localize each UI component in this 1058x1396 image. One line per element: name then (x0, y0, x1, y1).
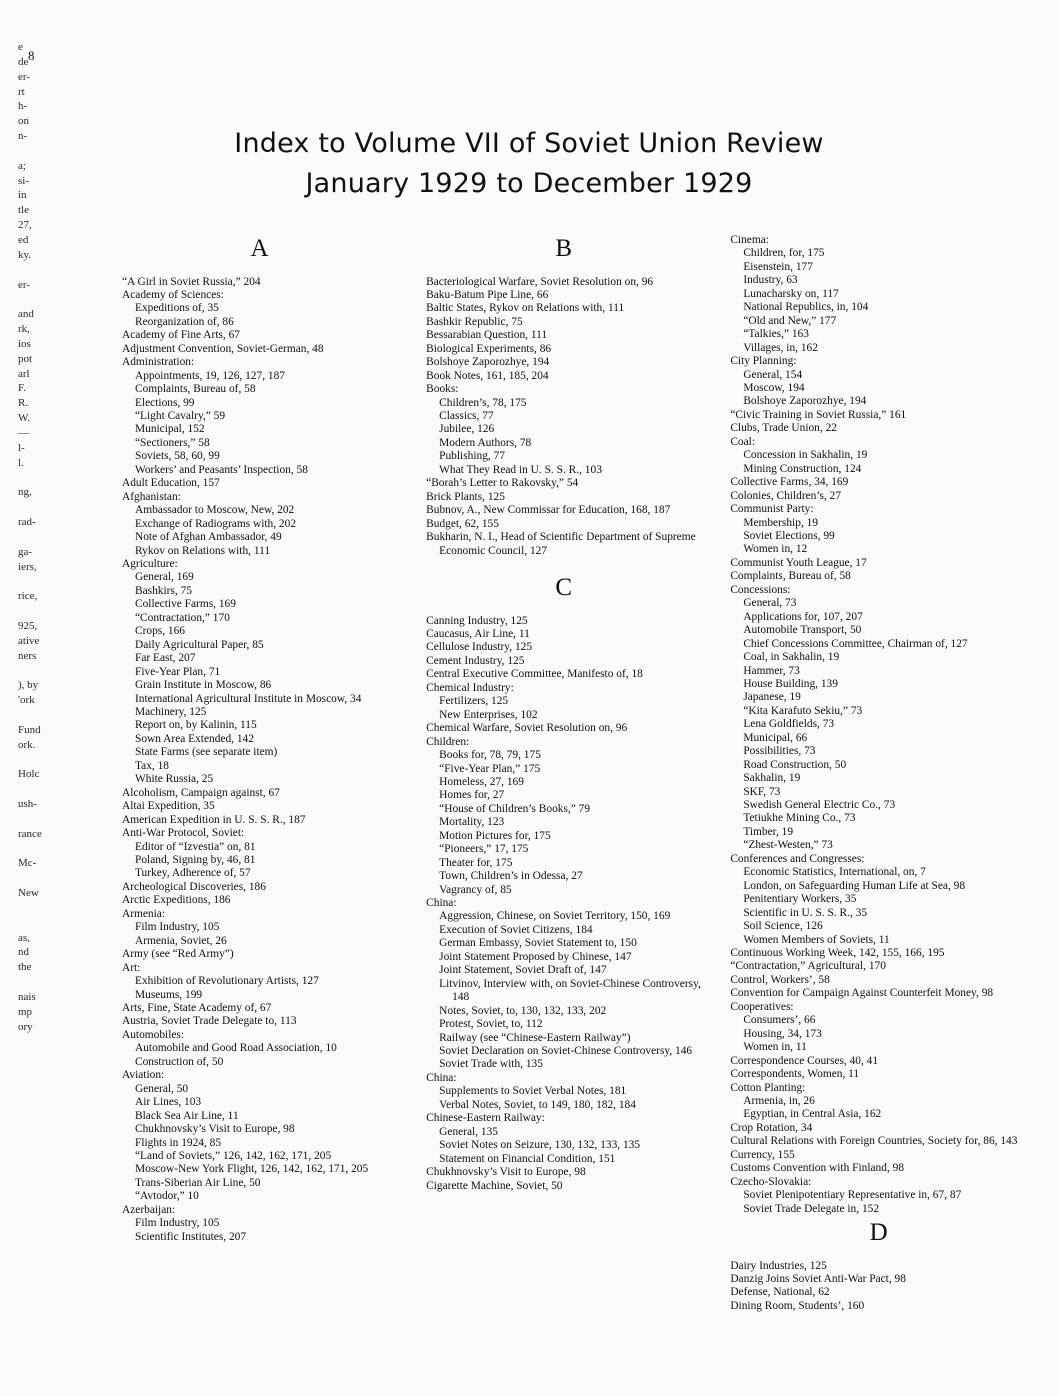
index-entry: International Agricultural Institute in Moscow, 34 (135, 692, 362, 705)
bleed-text-fragment: F. (18, 382, 26, 395)
index-entry: Air Lines, 103 (135, 1096, 202, 1109)
index-entry: Moscow, 194 (743, 381, 805, 394)
bleed-text-fragment: nais (18, 991, 36, 1003)
index-entry: Joint Statement Proposed by Chinese, 147 (439, 950, 632, 963)
index-entry: New Enterprises, 102 (439, 708, 538, 721)
bleed-text-fragment: mp (18, 1005, 33, 1018)
index-entry: Sown Area Extended, 142 (135, 732, 254, 745)
index-entry: China: (426, 1071, 457, 1084)
index-entry: Administration: (122, 356, 195, 369)
index-entry: Homes for, 27 (439, 789, 505, 802)
page-title (0, 128, 1058, 199)
index-entry: China: (426, 897, 457, 910)
index-entry: Municipal, 152 (135, 423, 205, 436)
index-entry: House Building, 139 (743, 677, 838, 690)
index-entry: Possibilities, 73 (743, 745, 816, 758)
index-entry: Academy of Fine Arts, 67 (122, 329, 240, 342)
bleed-text-fragment: ners (18, 649, 37, 662)
index-entry: Crops, 166 (135, 625, 185, 638)
folio-number: 8 (28, 48, 35, 63)
index-entry: Rykov on Relations with, 111 (135, 544, 271, 557)
index-entry: Machinery, 125 (135, 706, 207, 718)
index-entry: Control, Workers’, 58 (730, 973, 830, 986)
section-letter-d: D (869, 1219, 889, 1247)
index-entry: Villages, in, 162 (743, 341, 818, 354)
index-entry: Altai Expedition, 35 (122, 800, 215, 813)
index-entry: Jubilee, 126 (439, 423, 495, 436)
index-entry: Scientific in U. S. S. R., 35 (743, 906, 868, 919)
index-entry: Lunacharsky on, 117 (743, 287, 839, 300)
index-entry: SKF, 73 (743, 785, 781, 798)
index-entry: Egyptian, in Central Asia, 162 (743, 1108, 882, 1121)
bleed-text-fragment: rt (18, 85, 25, 98)
bleed-text-fragment: e (18, 41, 23, 53)
index-entry: Supplements to Soviet Verbal Notes, 181 (439, 1085, 627, 1098)
index-entry: Far East, 207 (135, 652, 196, 665)
index-entry: Book Notes, 161, 185, 204 (426, 369, 549, 382)
index-entry: Collective Farms, 169 (135, 598, 236, 611)
index-entry: Housing, 34, 173 (743, 1027, 822, 1040)
index-entry: Tetiukhe Mining Co., 73 (743, 812, 856, 825)
bleed-text-fragment: R. (18, 397, 29, 410)
index-entry: General, 73 (743, 597, 797, 610)
index-entry: What They Read in U. S. S. R., 103 (439, 463, 602, 476)
index-entry: “Five-Year Plan,” 175 (439, 762, 541, 775)
index-entry: Central Executive Committee, Manifesto of, 18 (426, 668, 643, 681)
index-entry: Timber, 19 (743, 825, 794, 838)
index-entry: Colonies, Children’s, 27 (730, 489, 842, 502)
index-entry: Industry, 63 (743, 274, 798, 287)
bleed-text-fragment: Fund (18, 723, 41, 736)
index-entry: Publishing, 77 (439, 450, 505, 463)
index-entry: Bashkirs, 75 (135, 584, 192, 597)
bleed-text-fragment: ), by (18, 679, 39, 692)
index-entry: Bolshoye Zaporozhye, 194 (426, 356, 550, 369)
index-entry: “A Girl in Soviet Russia,” 204 (122, 275, 261, 288)
index-entry: Agriculture: (122, 558, 178, 571)
bleed-text-fragment: 'ork (18, 694, 35, 707)
entry-list-b (426, 276, 702, 559)
index-entry: Alcoholism, Campaign against, 67 (122, 786, 280, 799)
section-letter-b: B (555, 235, 574, 262)
index-entry: Notes, Soviet, to, 130, 132, 133, 202 (439, 1004, 607, 1017)
bleed-text-fragment (18, 753, 58, 768)
index-entry: Women in, 11 (743, 1041, 807, 1054)
bleed-text-fragment: ga- (18, 545, 33, 558)
bleed-text-fragment (18, 708, 58, 723)
index-entry: Economic Statistics, International, on, 7 (743, 866, 926, 879)
entry-list-d (730, 1260, 1028, 1314)
index-entry: London, on Safeguarding Human Life at Sea, 98 (743, 879, 966, 892)
bleed-text-fragment: as, (18, 931, 30, 944)
index-entry: Czecho-Slovakia: (730, 1175, 812, 1188)
index-entry: Soviet Notes on Seizure, 130, 132, 133, 135 (439, 1139, 641, 1152)
index-entry: Litvinov, Interview with, on Soviet-Chinese Controversy, 148 (439, 977, 701, 1004)
index-entry: Classics, 77 (439, 410, 494, 423)
bleed-text-fragment: in (18, 189, 27, 202)
index-entry: Coal, in Sakhalin, 19 (743, 651, 840, 664)
bleed-text-fragment (18, 574, 58, 589)
index-entry: German Embassy, Soviet Statement to, 150 (439, 937, 637, 950)
index-entry: “Civic Training in Soviet Russia,” 161 (730, 408, 907, 421)
index-entry: Soviet Plenipotentiary Representative in, 67, 87 (743, 1189, 962, 1202)
index-entry: Moscow-New York Flight, 126, 142, 162, 171, 205 (135, 1163, 369, 1176)
index-entry: Arctic Expeditions, 186 (122, 894, 231, 907)
index-entry: Children, for, 175 (743, 247, 825, 260)
index-entry: Bessarabian Question, 111 (426, 329, 548, 342)
index-entry: Film Industry, 105 (135, 1217, 220, 1230)
index-entry: Soviet Trade Delegate in, 152 (743, 1202, 880, 1215)
index-entry: “Land of Soviets,” 126, 142, 162, 171, 205 (135, 1149, 332, 1162)
index-entry: Dining Room, Students’, 160 (730, 1299, 865, 1312)
index-entry: Construction of, 50 (135, 1055, 224, 1068)
index-entry: Academy of Sciences: (122, 288, 224, 301)
entry-list-c (426, 615, 702, 1193)
index-columns (122, 232, 1028, 1313)
bleed-text-fragment (18, 871, 58, 886)
index-entry: Consumers’, 66 (743, 1014, 816, 1027)
index-entry: Expeditions of, 35 (135, 302, 219, 315)
bleed-text-fragment (18, 500, 58, 515)
index-entry: Appointments, 19, 126, 127, 187 (135, 369, 285, 382)
bleed-text-fragment: ios (18, 337, 31, 350)
index-entry: Cotton Planting: (730, 1081, 806, 1094)
index-entry: Art: (122, 961, 141, 974)
bleed-text-fragment: l- (18, 441, 25, 454)
index-entry: Austria, Soviet Trade Delegate to, 113 (122, 1015, 297, 1028)
title-line-2: January 1929 to December 1929 (305, 168, 753, 199)
index-entry: Report on, by Kalinin, 115 (135, 719, 257, 732)
index-entry: Complaints, Bureau of, 58 (730, 570, 851, 583)
bleed-text-fragment: rance (18, 827, 42, 840)
index-entry: Azerbaijan: (122, 1203, 176, 1216)
index-entry: Bukharin, N. I., Head of Scientific Department of Supreme Economic Council, 127 (426, 531, 696, 557)
bleed-text-fragment: de (18, 55, 29, 68)
bleed-text-fragment (18, 530, 58, 545)
index-entry: Note of Afghan Ambassador, 49 (135, 531, 282, 544)
index-entry: Aviation: (122, 1069, 165, 1082)
index-entry: Baltic States, Rykov on Relations with, 111 (426, 302, 625, 315)
index-entry: Books: (426, 383, 459, 396)
index-entry: Continuous Working Week, 142, 155, 166, 195 (730, 947, 945, 960)
index-entry: “Light Cavalry,” 59 (135, 410, 226, 423)
index-entry: “Contractation,” 170 (135, 611, 230, 624)
bleed-text-fragment: New (18, 887, 39, 900)
index-entry: Bacteriological Warfare, Soviet Resolution on, 96 (426, 275, 654, 288)
index-entry: Soviet Declaration on Soviet-Chinese Controversy, 146 (439, 1045, 693, 1058)
index-entry: Cinema: (730, 234, 769, 246)
section-letter-c: C (555, 574, 574, 602)
index-entry: Defense, National, 62 (730, 1286, 830, 1299)
bleed-text-fragment: er- (18, 278, 30, 291)
index-entry: Books for, 78, 79, 175 (439, 749, 541, 762)
index-entry: Soviet Trade with, 135 (439, 1058, 543, 1071)
index-entry: National Republics, in, 104 (743, 301, 869, 314)
entry-list-c-continued (730, 234, 1028, 1216)
bleed-text-fragment: er- (18, 70, 30, 83)
index-entry: Reorganization of, 86 (135, 315, 234, 328)
index-entry: Municipal, 66 (743, 731, 808, 744)
index-entry: Automobile and Good Road Association, 10 (135, 1042, 337, 1055)
index-entry: Dairy Industries, 125 (730, 1259, 827, 1272)
index-entry: General, 154 (743, 368, 803, 381)
index-entry: Chukhnovsky’s Visit to Europe, 98 (426, 1166, 586, 1179)
bleed-text-fragment: ork. (18, 738, 36, 751)
index-entry: Grain Institute in Moscow, 86 (135, 679, 272, 692)
index-entry: Chinese-Eastern Railway: (426, 1112, 545, 1125)
index-entry: Armenia, in, 26 (743, 1095, 815, 1107)
entry-list-a (122, 276, 398, 1245)
bleed-text-fragment: l. (18, 456, 24, 469)
index-entry: Modern Authors, 78 (439, 436, 532, 449)
index-entry: Mortality, 123 (439, 816, 505, 829)
index-entry: Convention for Campaign Against Counterfeit Money, 98 (730, 987, 994, 1000)
index-entry: Hammer, 73 (743, 664, 800, 677)
bleed-text-fragment: ng, (18, 486, 32, 499)
index-entry: Children’s, 78, 175 (439, 396, 527, 409)
bleed-text-fragment: rk, (18, 323, 30, 336)
facing-page-bleed (18, 40, 58, 1276)
index-entry: Railway (see “Chinese-Eastern Railway”) (439, 1031, 631, 1044)
index-entry: Bolshoye Zaporozhye, 194 (743, 395, 867, 408)
bleed-text-fragment (18, 901, 58, 916)
index-entry: Cement Industry, 125 (426, 654, 525, 667)
index-entry: Communist Youth League, 17 (730, 556, 867, 569)
bleed-text-fragment: rice, (18, 590, 38, 603)
index-entry: Cultural Relations with Foreign Countries, Society for, 86, 143 (730, 1135, 1018, 1148)
index-entry: Sakhalin, 19 (743, 772, 801, 785)
index-entry: Poland, Signing by, 46, 81 (135, 853, 256, 866)
index-entry: American Expedition in U. S. S. R., 187 (122, 813, 306, 826)
index-entry: Women in, 12 (743, 543, 808, 556)
index-entry: Conferences and Congresses: (730, 852, 865, 865)
index-entry: Scientific Institutes, 207 (135, 1230, 247, 1243)
index-entry: Film Industry, 105 (135, 921, 220, 934)
index-entry: “Old and New,” 177 (743, 314, 837, 327)
index-entry: Five-Year Plan, 71 (135, 665, 221, 678)
index-entry: Exhibition of Revolutionary Artists, 127 (135, 975, 319, 988)
index-entry: Mining Construction, 124 (743, 462, 862, 475)
index-entry: Adult Education, 157 (122, 477, 220, 490)
index-entry: Bubnov, A., New Commissar for Education, 168, 187 (426, 504, 671, 517)
index-entry: Daily Agricultural Paper, 85 (135, 638, 264, 651)
bleed-text-fragment: Holc (18, 768, 40, 781)
index-column-a (122, 232, 398, 1313)
bleed-text-fragment: rad- (18, 516, 36, 528)
index-entry: Fertilizers, 125 (439, 695, 509, 708)
index-entry: Motion Pictures for, 175 (439, 829, 551, 842)
bleed-text-fragment: ative (18, 634, 40, 647)
index-entry: Armenia: (122, 907, 166, 920)
index-entry: Concession in Sakhalin, 19 (743, 449, 868, 462)
index-entry: General, 50 (135, 1082, 189, 1095)
index-entry: Bashkir Republic, 75 (426, 315, 523, 328)
index-entry: Elections, 99 (135, 396, 195, 409)
index-entry: Currency, 155 (730, 1148, 795, 1161)
index-entry: Cooperatives: (730, 1000, 794, 1013)
index-column-c-d (730, 232, 1028, 1313)
index-entry: Penitentiary Workers, 35 (743, 893, 857, 906)
index-entry: Membership, 19 (743, 516, 818, 529)
index-entry: Danzig Joins Soviet Anti-War Pact, 98 (730, 1273, 906, 1286)
index-entry: Automobiles: (122, 1028, 185, 1041)
index-entry: Brick Plants, 125 (426, 490, 505, 503)
index-entry: Aggression, Chinese, on Soviet Territory, 150, 169 (439, 910, 671, 923)
bleed-text-fragment: 27, (18, 219, 32, 232)
bleed-text-fragment: iers, (18, 560, 37, 573)
bleed-text-fragment (18, 292, 58, 307)
index-entry: Customs Convention with Finland, 98 (730, 1162, 905, 1175)
bleed-text-fragment (18, 470, 58, 485)
index-entry: State Farms (see separate item) (135, 746, 278, 759)
bleed-text-fragment (18, 916, 58, 931)
index-entry: General, 169 (135, 571, 194, 584)
title-line-1: Index to Volume VII of Soviet Union Review (234, 128, 824, 159)
bleed-text-fragment (18, 842, 58, 857)
index-entry: Arts, Fine, State Academy of, 67 (122, 1001, 272, 1014)
index-entry: Soviet Elections, 99 (743, 529, 835, 542)
index-entry: “Sectioners,” 58 (135, 436, 210, 449)
index-entry: City Planning: (730, 355, 797, 368)
index-entry: Children: (426, 735, 470, 748)
index-entry: Joint Statement, Soviet Draft of, 147 (439, 964, 607, 977)
index-entry: Chemical Industry: (426, 681, 514, 694)
index-entry: Correspondence Courses, 40, 41 (730, 1054, 879, 1067)
index-entry: Swedish General Electric Co., 73 (743, 799, 896, 812)
index-entry: Execution of Soviet Citizens, 184 (439, 923, 593, 936)
index-entry: Theater for, 175 (439, 856, 513, 869)
index-entry: Adjustment Convention, Soviet-German, 48 (122, 342, 324, 355)
index-entry: Coal: (730, 435, 755, 448)
index-entry: Verbal Notes, Soviet, to 149, 180, 182, 184 (439, 1098, 636, 1111)
index-column-b-c (426, 232, 702, 1313)
index-entry: Caucasus, Air Line, 11 (426, 627, 530, 640)
index-entry: Women Members of Soviets, 11 (743, 933, 890, 946)
bleed-text-fragment: on (18, 115, 29, 128)
index-entry: Complaints, Bureau of, 58 (135, 383, 256, 396)
index-entry: Baku-Batum Pipe Line, 66 (426, 288, 549, 301)
index-entry: Budget, 62, 155 (426, 517, 499, 530)
index-entry: Museums, 199 (135, 988, 203, 1001)
index-entry: Chief Concessions Committee, Chairman of, 127 (743, 637, 968, 650)
index-entry: Black Sea Air Line, 11 (135, 1109, 239, 1122)
section-letter-a: A (250, 235, 270, 262)
bleed-text-fragment (18, 663, 58, 678)
bleed-text-fragment: the (18, 961, 32, 974)
index-entry: Soil Science, 126 (743, 920, 823, 933)
section-gap (426, 558, 702, 563)
index-entry: Concessions: (730, 583, 791, 596)
bleed-text-fragment: tle (18, 204, 29, 217)
index-entry: “Kita Karafuto Sekiu,” 73 (743, 704, 863, 717)
index-entry: “House of Children’s Books,” 79 (439, 802, 591, 815)
bleed-text-fragment (18, 263, 58, 278)
bleed-text-fragment: Mc- (18, 857, 37, 870)
index-entry: Protest, Soviet, to, 112 (439, 1018, 543, 1031)
index-entry: “Talkies,” 163 (743, 328, 809, 341)
index-entry: “Pioneers,” 17, 175 (439, 843, 529, 856)
index-entry: General, 135 (439, 1125, 498, 1138)
index-entry: Canning Industry, 125 (426, 614, 528, 627)
index-entry: Statement on Financial Condition, 151 (439, 1152, 616, 1165)
bleed-text-fragment: ush- (18, 798, 37, 811)
index-entry: Eisenstein, 177 (743, 260, 813, 273)
index-entry: Armenia, Soviet, 26 (135, 934, 227, 947)
bleed-text-fragment (18, 782, 58, 797)
index-entry: “Borah’s Letter to Rakovsky,” 54 (426, 477, 579, 490)
index-entry: Lena Goldfields, 73 (743, 718, 835, 731)
index-entry: Collective Farms, 34, 169 (730, 476, 849, 489)
index-entry: Workers’ and Peasants’ Inspection, 58 (135, 463, 308, 476)
index-entry: Road Construction, 50 (743, 758, 847, 771)
index-entry: Trans-Siberian Air Line, 50 (135, 1176, 261, 1189)
index-entry: Turkey, Adherence of, 57 (135, 867, 251, 880)
bleed-text-fragment: ory (18, 1020, 33, 1033)
bleed-text-fragment: n- (18, 130, 28, 143)
index-entry: Cellulose Industry, 125 (426, 641, 533, 654)
index-entry: Chemical Warfare, Soviet Resolution on, 96 (426, 722, 628, 735)
index-entry: Anti-War Protocol, Soviet: (122, 827, 245, 840)
bleed-text-fragment: nd (18, 946, 29, 959)
index-entry: Vagrancy of, 85 (439, 883, 512, 896)
bleed-text-fragment: ed (18, 233, 29, 246)
bleed-text-fragment (18, 604, 58, 619)
index-entry: Automobile Transport, 50 (743, 624, 862, 637)
bleed-text-fragment (18, 812, 58, 827)
index-entry: Clubs, Trade Union, 22 (730, 422, 837, 435)
bleed-text-fragment: ky. (18, 248, 32, 261)
index-entry: Tax, 18 (135, 759, 169, 772)
bleed-text-fragment: — (18, 426, 29, 439)
index-entry: Applications for, 107, 207 (743, 610, 863, 623)
index-entry: “Contractation,” Agricultural, 170 (730, 960, 886, 973)
bleed-text-fragment: a; (18, 159, 26, 172)
index-entry: Archeological Discoveries, 186 (122, 880, 266, 893)
index-entry: Correspondents, Women, 11 (730, 1068, 860, 1081)
bleed-text-fragment: pot (18, 352, 33, 365)
index-entry: Chukhnovsky’s Visit to Europe, 98 (135, 1123, 295, 1136)
index-entry: Town, Children’s in Odessa, 27 (439, 870, 583, 883)
bleed-text-fragment: arl (18, 367, 30, 380)
index-entry: “Zhest-Westen,” 73 (743, 839, 833, 852)
index-entry: Communist Party: (730, 503, 814, 516)
index-entry: “Avtodor,” 10 (135, 1190, 199, 1203)
index-entry: Biological Experiments, 86 (426, 342, 552, 355)
bleed-text-fragment (18, 975, 58, 990)
index-entry: Crop Rotation, 34 (730, 1121, 813, 1134)
index-entry: Cigarette Machine, Soviet, 50 (426, 1179, 563, 1192)
bleed-text-fragment: 925, (18, 619, 38, 632)
index-entry: Japanese, 19 (743, 691, 801, 704)
bleed-text-fragment: h- (18, 100, 28, 113)
index-entry: White Russia, 25 (135, 773, 214, 786)
bleed-text-fragment: W. (18, 412, 31, 425)
bleed-text-fragment: si- (18, 174, 29, 187)
index-entry: Homeless, 27, 169 (439, 775, 524, 788)
index-entry: Ambassador to Moscow, New, 202 (135, 504, 295, 517)
index-entry: Soviets, 58, 60, 99 (135, 450, 220, 463)
index-entry: Afghanistan: (122, 490, 181, 503)
index-entry: Editor of “Izvestia” on, 81 (135, 840, 256, 853)
index-entry: Flights in 1924, 85 (135, 1136, 222, 1149)
index-entry: Army (see “Red Army”) (122, 948, 234, 961)
index-entry: Exchange of Radiograms with, 202 (135, 517, 297, 530)
bleed-text-fragment: and (18, 308, 34, 321)
